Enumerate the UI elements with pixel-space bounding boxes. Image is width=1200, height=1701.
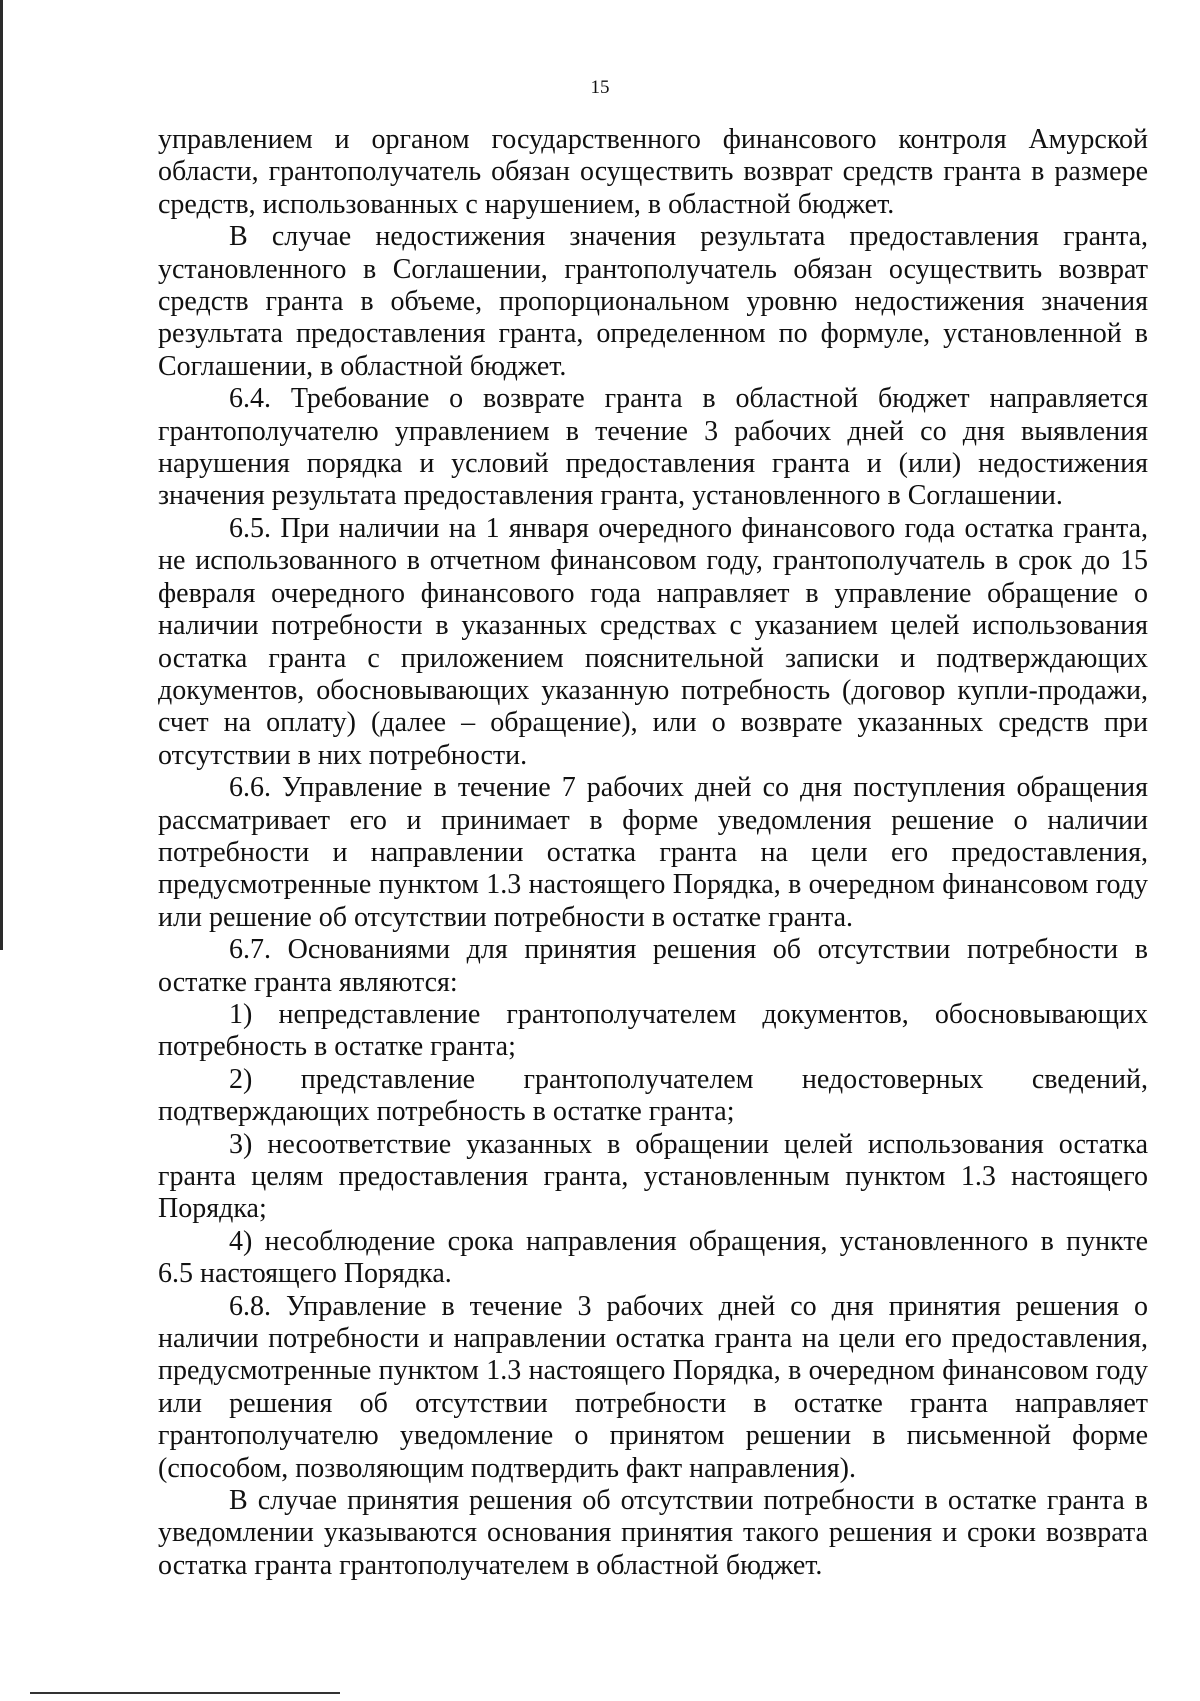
list-item-1: 1) непредставление грантополучателем документов, обосновывающих потребность в остатке гранта; — [158, 998, 1148, 1063]
document-body — [158, 124, 1148, 1582]
paragraph-6-6: 6.6. Управление в течение 7 рабочих дней со дня поступления обращения рассматривает его и принимает в форме уведомления решение о наличии потребности и направлении остатка гранта на цели его предоставления, предусмотренные пунктом 1.3 настоящего Порядка, в очередном финансовом году или решение об отсутствии потребности в остатке гранта. — [158, 772, 1148, 933]
paragraph-6-5: 6.5. При наличии на 1 января очередного финансового года остатка гранта, не использованного в отчетном финансовом году, грантополучатель в срок до 15 февраля очередного финансового года направляет в управление обращение о наличии потребности в указанных средствах с указанием целей использования остатка гранта с приложением пояснительной записки и подтверждающих документов, обосновывающих указанную потребность (договор купли-продажи, счет на оплату) (далее – обращение), или о возврате указанных средств при отсутствии в них потребности. — [158, 512, 1148, 771]
paragraph-6-8: 6.8. Управление в течение 3 рабочих дней со дня принятия решения о наличии потребности и направлении остатка гранта на цели его предоставления, предусмотренные пунктом 1.3 настоящего Порядка, в очередном финансовом году или решения об отсутствии потребности в остатке гранта направляет грантополучателю уведомление о принятом решении в письменной форме (способом, позволяющим подтвердить факт направления). — [158, 1290, 1148, 1484]
paragraph-final: В случае принятия решения об отсутствии потребности в остатке гранта в уведомлении указываются основания принятия такого решения и сроки возврата остатка гранта грантополучателем в областной бюджет. — [158, 1485, 1148, 1581]
list-item-2: 2) представление грантополучателем недостоверных сведений, подтверждающих потребность в остатке гранта; — [158, 1063, 1148, 1128]
paragraph: В случае недостижения значения результата предоставления гранта, установленного в Соглашении, грантополучатель обязан осуществить возврат средств гранта в объеме, пропорциональном уровню недостижения значения результата предоставления гранта, определенном по формуле, установленной в Соглашении, в областной бюджет. — [158, 221, 1148, 382]
footer-rule — [30, 1692, 340, 1694]
paragraph-6-7: 6.7. Основаниями для принятия решения об отсутствии потребности в остатке гранта являются: — [158, 934, 1148, 998]
paragraph-continuation: управлением и органом государственного финансового контроля Амурской области, грантополучатель обязан осуществить возврат средств гранта в размере средств, использованных с нарушением, в областной бюджет. — [158, 124, 1148, 220]
paragraph-6-4: 6.4. Требование о возврате гранта в областной бюджет направляется грантополучателю управлением в течение 3 рабочих дней со дня выявления нарушения порядка и условий предоставления гранта и (или) недостижения значения результата предоставления гранта, установленного в Соглашении. — [158, 383, 1148, 512]
list-item-3: 3) несоответствие указанных в обращении целей использования остатка гранта целям предоставления гранта, установленным пунктом 1.3 настоящего Порядка; — [158, 1128, 1148, 1225]
scan-left-edge — [0, 0, 3, 950]
list-item-4: 4) несоблюдение срока направления обращения, установленного в пункте 6.5 настоящего Порядка. — [158, 1225, 1148, 1290]
page-number: 15 — [590, 77, 610, 98]
